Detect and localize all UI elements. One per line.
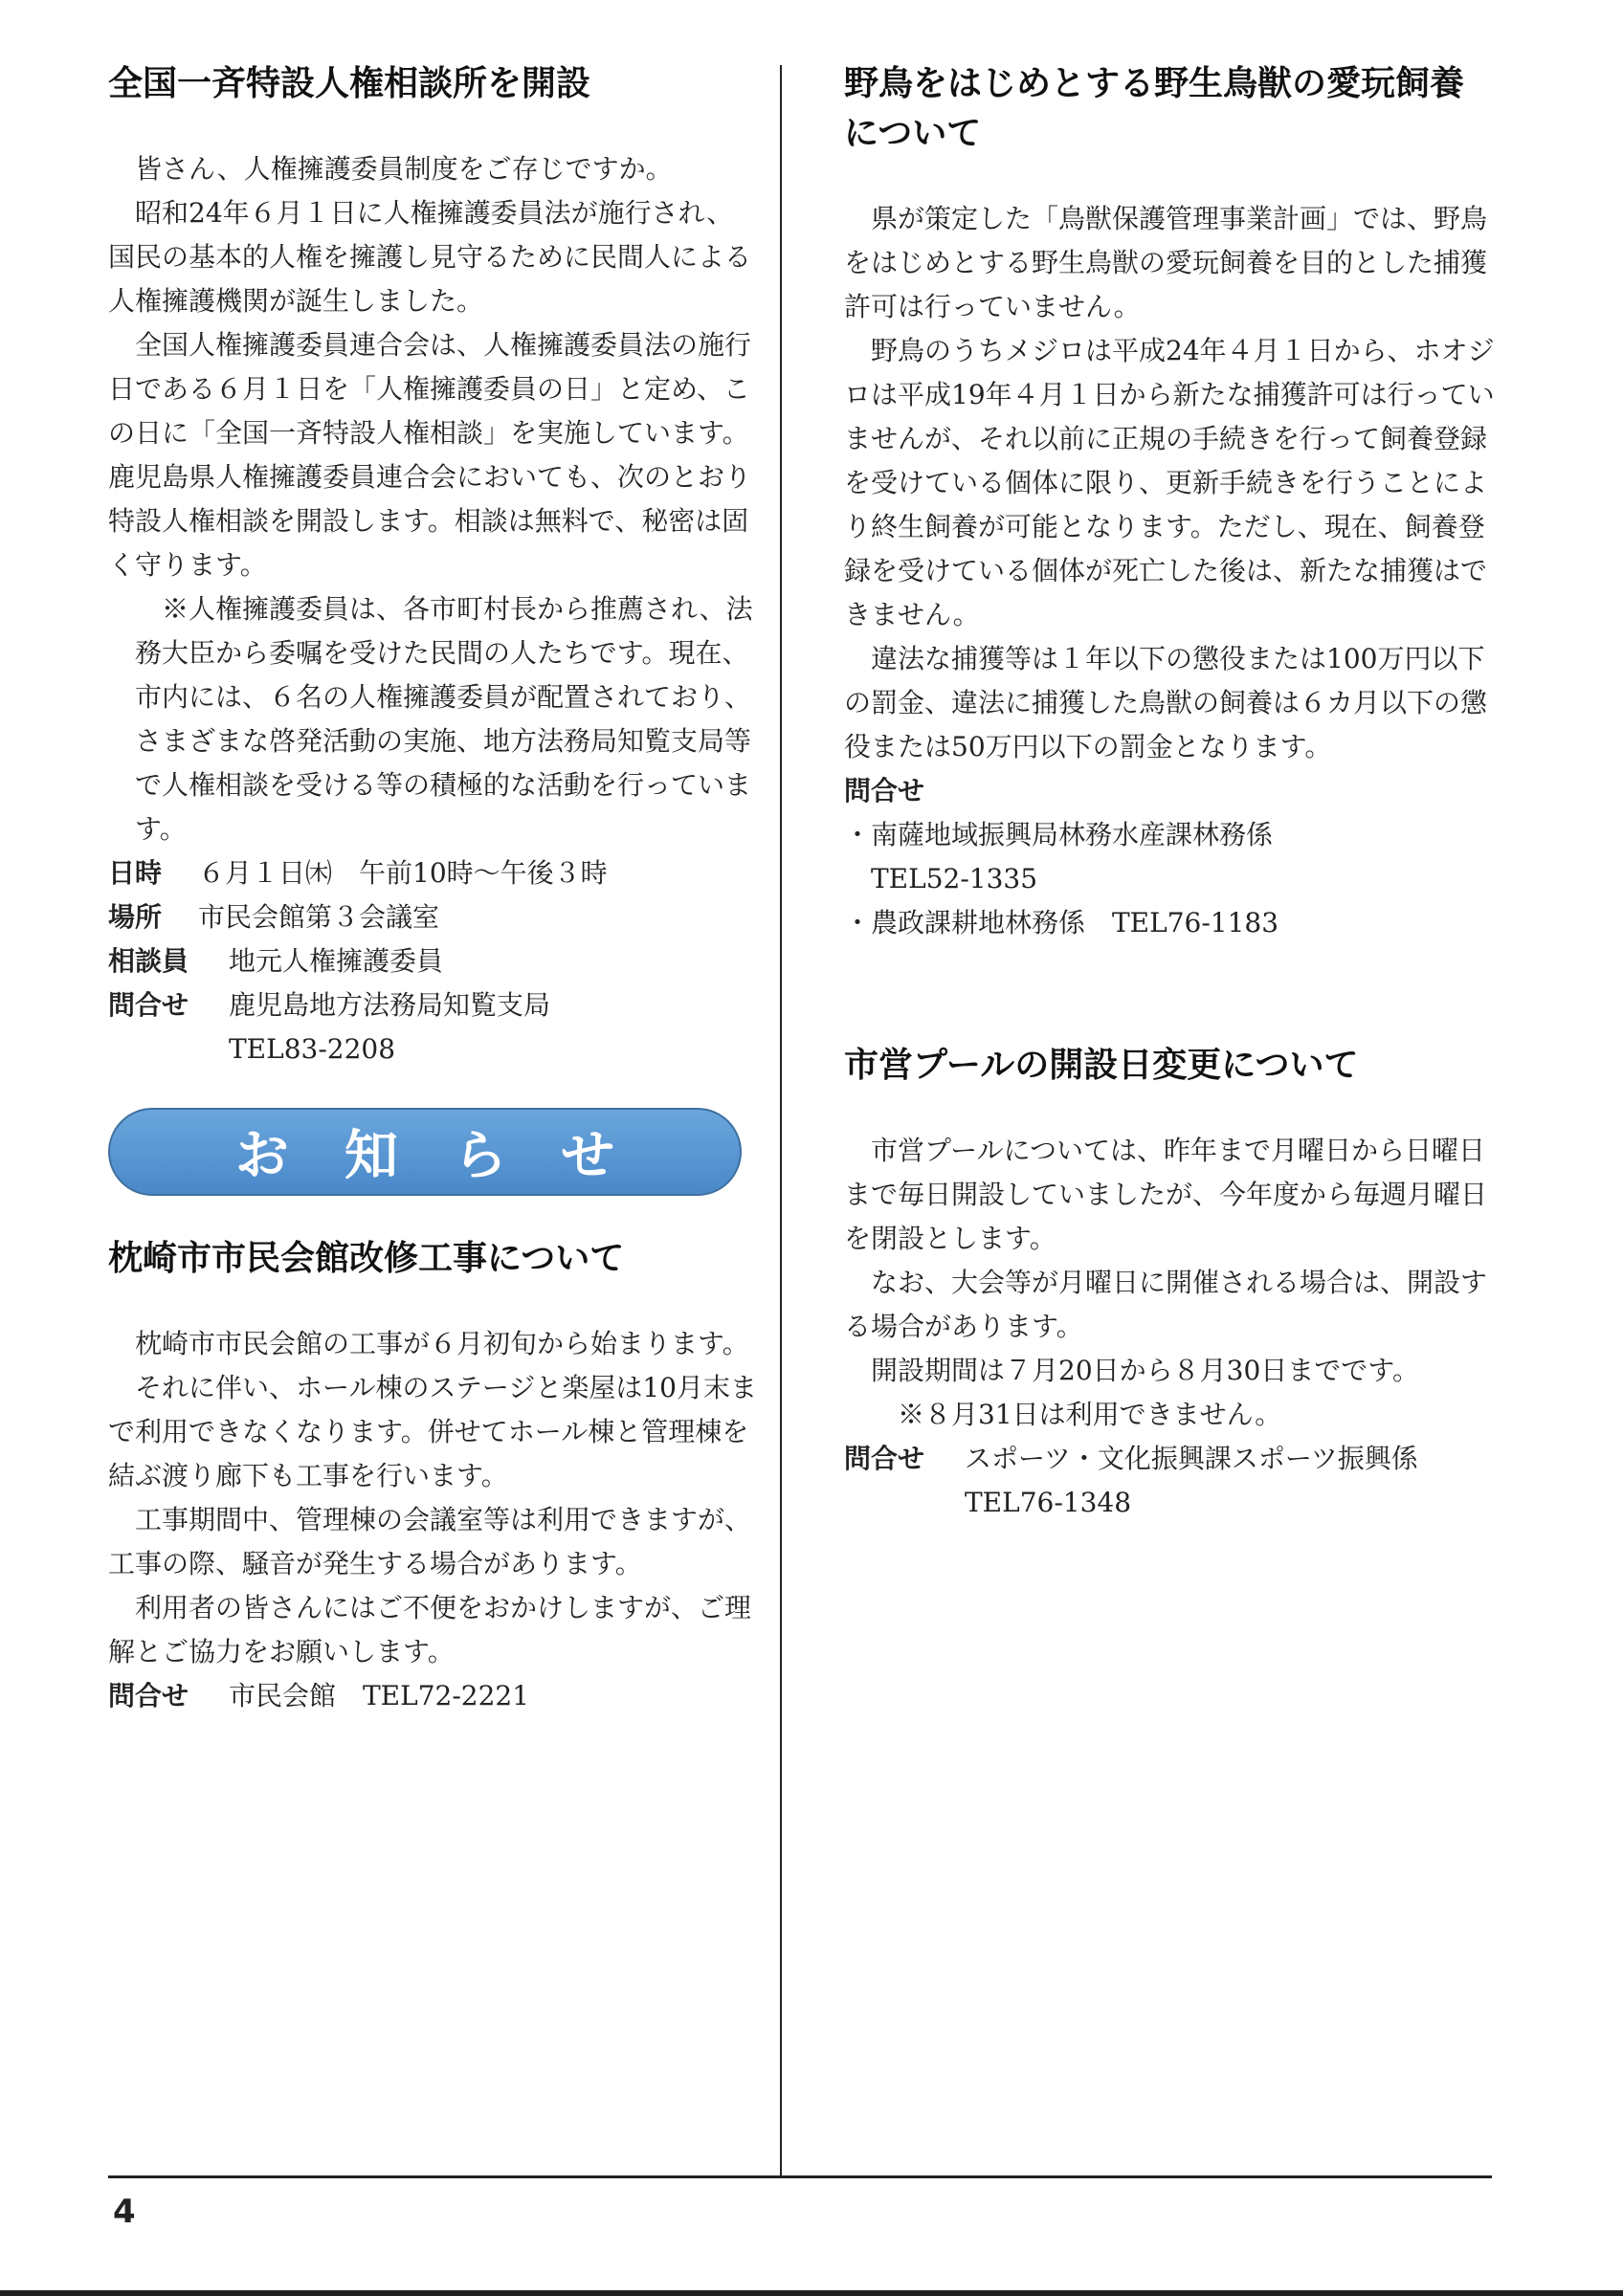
right-column xyxy=(844,59,1495,1525)
human-rights-note: ※人権擁護委員は、各市町村長から推薦され、法務大臣から委嘱を受けた民間の人たちです。現在、市内には、６名の人権擁護委員が配置されており、さまざまな啓発活動の実施、地方法務局知覧支局等で人権相談を受ける等の積極的な活動を行っています。 xyxy=(135,593,753,845)
inquiry-tel: TEL83-2208 xyxy=(229,1033,396,1065)
civic-hall-inquiry-value: 市民会館 TEL72-2221 xyxy=(229,1680,530,1711)
wild-bird-paragraph: 県が策定した「鳥獣保護管理事業計画」では、野鳥をはじめとする野生鳥獣の愛玩飼養を目的とした捕獲許可は行っていません。 xyxy=(844,203,1488,322)
wild-bird-paragraph: 違法な捕獲等は１年以下の懲役または100万円以下の罰金、違法に捕獲した鳥獣の飼養は６カ月以下の懲役または50万円以下の罰金となります。 xyxy=(844,643,1488,762)
pool-inquiry-tel: TEL76-1348 xyxy=(965,1487,1132,1518)
page-number: 4 xyxy=(113,2193,136,2231)
civic-hall-paragraph: それに伴い、ホール棟のステージと楽屋は10月末まで利用できなくなります。併せてホール棟と管理棟を結ぶ渡り廊下も工事を行います。 xyxy=(108,1372,757,1491)
pool-paragraph: なお、大会等が月曜日に開催される場合は、開設する場合があります。 xyxy=(844,1267,1488,1342)
wild-bird-inquiry-item: ・農政課耕地林務係 TEL76-1183 xyxy=(844,907,1279,938)
left-column xyxy=(108,59,759,1718)
inquiry-value: 鹿児島地方法務局知覧支局 xyxy=(229,989,551,1021)
pool-section xyxy=(844,1041,1495,1525)
human-rights-section xyxy=(108,59,759,1071)
place-value: 市民会館第３会議室 xyxy=(198,901,440,933)
pool-inquiry-value: スポーツ・文化振興課スポーツ振興係 xyxy=(965,1443,1418,1474)
wild-bird-section xyxy=(844,59,1495,945)
wild-bird-inquiry-item: ・南薩地域振興局林務水産課林務係 xyxy=(844,819,1274,850)
wild-bird-paragraph: 野鳥のうちメジロは平成24年４月１日から、ホオジロは平成19年４月１日から新たな捕獲許可は行っていませんが、それ以前に正規の手続きを行って飼養登録を受けている個体に限り、更新手続きを行うことにより終生飼養が可能となります。ただし、現在、飼養登録を受けている個体が死亡した後は、新たな捕獲はできません。 xyxy=(844,335,1495,630)
civic-hall-inquiry-label: 問合せ xyxy=(108,1680,189,1711)
inquiry-row xyxy=(108,983,759,1071)
footer-rule xyxy=(108,2175,1492,2178)
pool-note: ※８月31日は利用できません。 xyxy=(898,1399,1282,1430)
date-label: 日時 xyxy=(108,857,163,889)
notice-banner: お知らせ xyxy=(108,1108,742,1196)
place-label: 場所 xyxy=(108,901,163,933)
wild-bird-inquiry-label: 問合せ xyxy=(844,775,925,806)
civic-hall-paragraph: 工事期間中、管理棟の会議室等は利用できますが、工事の際、騒音が発生する場合があります。 xyxy=(108,1504,752,1579)
wild-bird-body xyxy=(844,197,1495,769)
human-rights-title: 全国一斉特設人権相談所を開設 xyxy=(108,64,591,103)
place-row xyxy=(108,895,759,939)
civic-hall-paragraph: 枕崎市市民会館の工事が６月初旬から始まります。 xyxy=(135,1328,749,1359)
date-row xyxy=(108,851,759,895)
human-rights-paragraph: 全国人権擁護委員連合会は、人権擁護委員法の施行日である６月１日を「人権擁護委員の日」と定め、この日に「全国一斉特設人権相談」を実施しています。鹿児島県人権擁護委員連合会においても、次のとおり特設人権相談を開設します。相談は無料で、秘密は固く守ります。 xyxy=(108,329,752,581)
pool-paragraph: 開設期間は７月20日から８月30日までです。 xyxy=(871,1355,1420,1386)
pool-inquiry-label: 問合せ xyxy=(844,1443,925,1474)
human-rights-paragraph: 皆さん、人権擁護委員制度をご存じですか。 xyxy=(135,153,673,185)
pool-paragraph: 市営プールについては、昨年まで月曜日から日曜日まで毎日開設していましたが、今年度から毎週月曜日を閉設とします。 xyxy=(844,1135,1488,1254)
pool-inquiry-row xyxy=(844,1437,1495,1525)
consultant-row xyxy=(108,939,759,983)
wild-bird-title: 野鳥をはじめとする野生鳥獣の愛玩飼養について xyxy=(844,64,1465,153)
column-divider xyxy=(780,65,782,2175)
consultant-label: 相談員 xyxy=(108,945,189,977)
civic-hall-paragraph: 利用者の皆さんにはご不便をおかけしますが、ご理解とご協力をお願いします。 xyxy=(108,1592,752,1667)
bottom-edge-bar xyxy=(0,2290,1623,2296)
pool-title: 市営プールの開設日変更について xyxy=(844,1046,1359,1085)
civic-hall-inquiry-row xyxy=(108,1674,759,1718)
date-value: ６月１日㈭ 午前10時～午後３時 xyxy=(198,857,608,889)
pool-body xyxy=(844,1129,1495,1437)
civic-hall-section xyxy=(108,1234,759,1718)
civic-hall-title: 枕崎市市民会館改修工事について xyxy=(108,1239,625,1278)
consultant-value: 地元人権擁護委員 xyxy=(229,945,444,977)
inquiry-label: 問合せ xyxy=(108,989,189,1021)
wild-bird-inquiry-tel: TEL52-1335 xyxy=(871,863,1038,894)
civic-hall-body xyxy=(108,1322,759,1674)
human-rights-paragraph: 昭和24年６月１日に人権擁護委員法が施行され、国民の基本的人権を擁護し見守るために民間人による人権擁護機関が誕生しました。 xyxy=(108,197,752,317)
human-rights-body xyxy=(108,147,759,851)
